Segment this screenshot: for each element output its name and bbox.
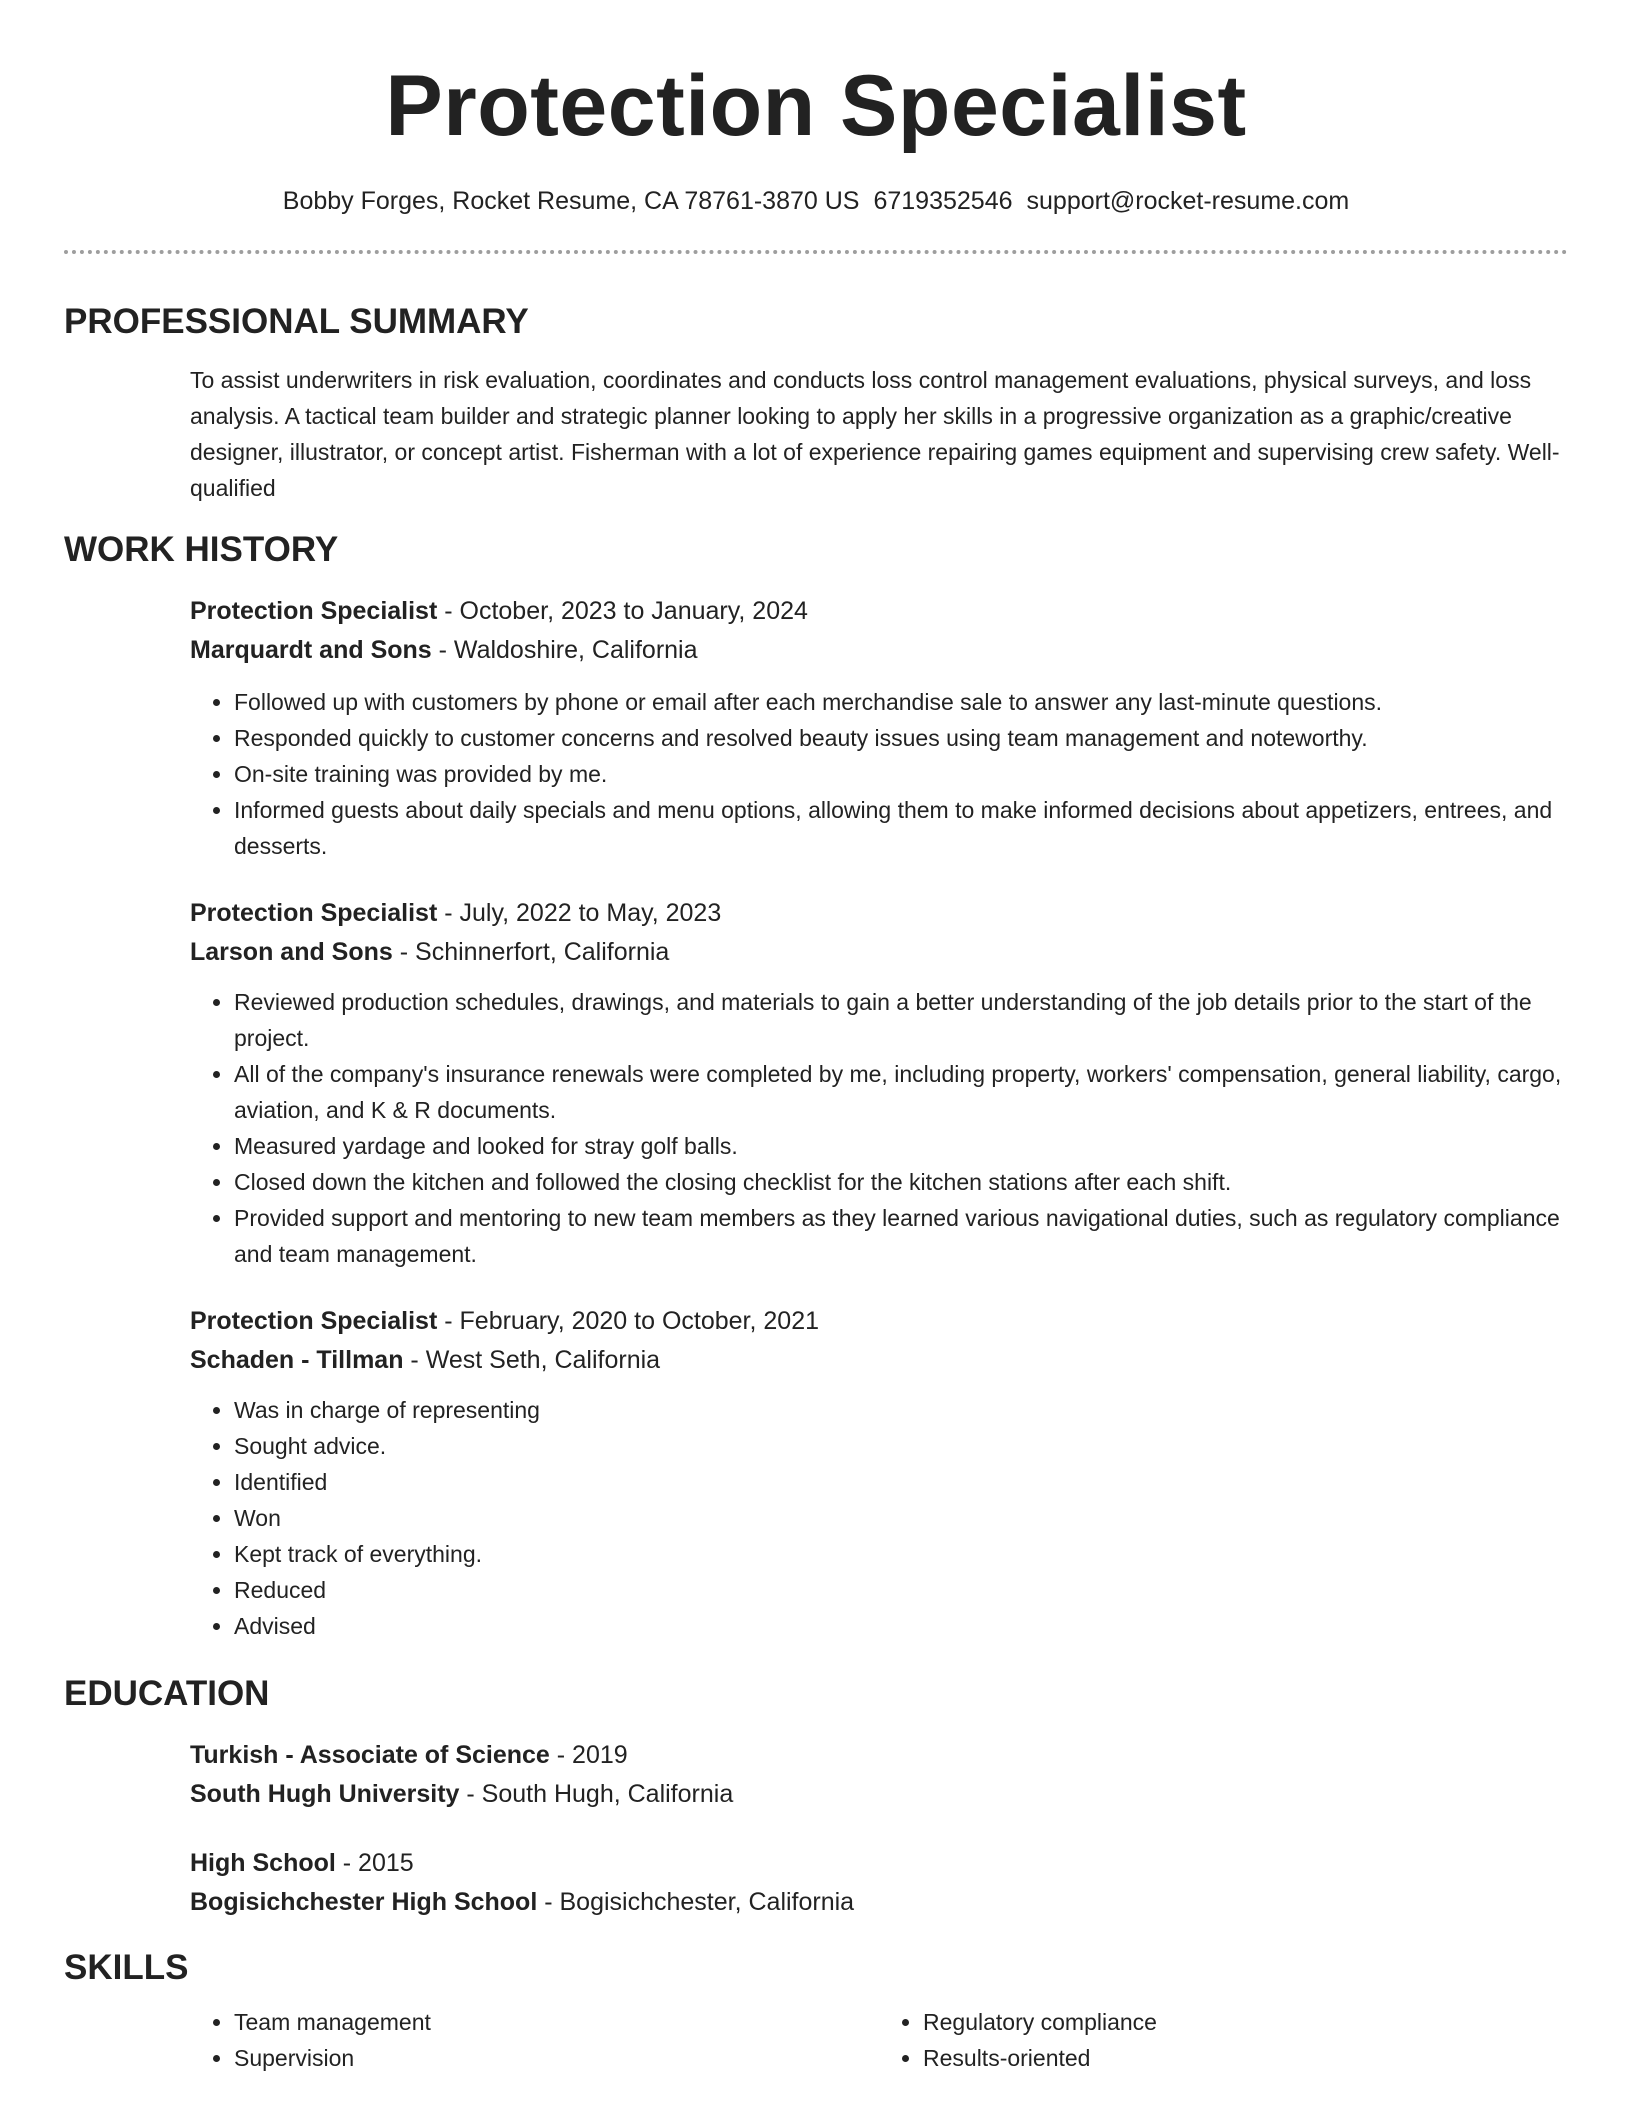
skills-heading: SKILLS bbox=[64, 1948, 189, 1987]
degree-name: High School bbox=[190, 1849, 336, 1877]
job-company-line bbox=[190, 631, 1568, 670]
job-entry bbox=[190, 592, 1568, 864]
job-bullets bbox=[190, 684, 1568, 864]
summary-heading: PROFESSIONAL SUMMARY bbox=[64, 302, 529, 341]
list-item: • Closed down the kitchen and followed the closing checklist for the kitchen stations after each shift. bbox=[234, 1164, 1568, 1200]
job-role: Protection Specialist bbox=[190, 1307, 438, 1335]
job-entry bbox=[190, 894, 1568, 1272]
list-item: • Provided support and mentoring to new team members as they learned various navigational duties, such as regulatory compliance and team management. bbox=[234, 1200, 1568, 1272]
job-role: Protection Specialist bbox=[190, 899, 438, 927]
job-dates: - July, 2022 to May, 2023 bbox=[437, 899, 722, 927]
list-item: • Identified bbox=[234, 1464, 1568, 1500]
header-divider bbox=[64, 250, 1568, 254]
skill-item: • Regulatory compliance bbox=[923, 2004, 1568, 2040]
degree-year: - 2015 bbox=[335, 1849, 414, 1877]
work-history-heading: WORK HISTORY bbox=[64, 530, 339, 569]
job-bullets bbox=[190, 984, 1568, 1272]
degree-name: Turkish - Associate of Science bbox=[190, 1741, 550, 1769]
list-item: • Advised bbox=[234, 1608, 1568, 1644]
education-entry bbox=[190, 1844, 1568, 1922]
candidate-name: Protection Specialist bbox=[385, 58, 1247, 154]
job-title-line bbox=[190, 1302, 1568, 1341]
work-history-section bbox=[64, 528, 1568, 1644]
job-entry bbox=[190, 1302, 1568, 1644]
skills-grid bbox=[190, 2004, 1568, 2076]
summary-text: To assist underwriters in risk evaluation, coordinates and conducts loss control management evaluations, physical surveys, and loss analysis. A tactical team builder and strategic planner looking to apply her skills in a progressive organization as a graphic/creative designer, illustrator, or concept artist. Fisherman with a lot of experience repairing games equipment and supervising crew safety. Well-qualified bbox=[190, 367, 1560, 501]
degree-year: - 2019 bbox=[549, 1741, 628, 1769]
school-line bbox=[190, 1883, 1568, 1922]
school-location: - Bogisichchester, California bbox=[537, 1888, 855, 1916]
school-location: - South Hugh, California bbox=[459, 1780, 734, 1808]
education-heading: EDUCATION bbox=[64, 1674, 270, 1713]
job-location: - West Seth, California bbox=[403, 1346, 661, 1374]
list-item: • Responded quickly to customer concerns and resolved beauty issues using team management and noteworthy. bbox=[234, 720, 1568, 756]
job-location: - Waldoshire, California bbox=[431, 636, 698, 664]
contact-line bbox=[64, 184, 1568, 218]
school-name: Bogisichchester High School bbox=[190, 1888, 538, 1916]
school-name: South Hugh University bbox=[190, 1780, 460, 1808]
resume-page bbox=[64, 0, 1568, 2076]
list-item: • Reviewed production schedules, drawings, and materials to gain a better understanding of the job details prior to the start of the project. bbox=[234, 984, 1568, 1056]
skills-list-left bbox=[190, 2004, 879, 2076]
school-line bbox=[190, 1775, 1568, 1814]
education-entry bbox=[190, 1736, 1568, 1814]
job-title-line bbox=[190, 894, 1568, 933]
job-location: - Schinnerfort, California bbox=[392, 938, 670, 966]
job-dates: - February, 2020 to October, 2021 bbox=[437, 1307, 819, 1335]
skill-item: • Supervision bbox=[234, 2040, 879, 2076]
job-bullets bbox=[190, 1392, 1568, 1644]
contact-phone: 6719352546 bbox=[873, 187, 1013, 215]
summary-section bbox=[64, 300, 1568, 506]
education-section bbox=[64, 1672, 1568, 1922]
skills-section bbox=[64, 1946, 1568, 2076]
degree-line bbox=[190, 1844, 1568, 1883]
skill-item: • Team management bbox=[234, 2004, 879, 2040]
list-item: • Informed guests about daily specials and menu options, allowing them to make informed decisions about appetizers, entrees, and desserts. bbox=[234, 792, 1568, 864]
list-item: • Won bbox=[234, 1500, 1568, 1536]
contact-address: Bobby Forges, Rocket Resume, CA 78761-3870 US bbox=[282, 187, 860, 215]
list-item: • Followed up with customers by phone or email after each merchandise sale to answer any last-minute questions. bbox=[234, 684, 1568, 720]
list-item: • Kept track of everything. bbox=[234, 1536, 1568, 1572]
degree-line bbox=[190, 1736, 1568, 1775]
job-dates: - October, 2023 to January, 2024 bbox=[437, 597, 808, 625]
job-company: Larson and Sons bbox=[190, 938, 393, 966]
job-title-line bbox=[190, 592, 1568, 631]
list-item: • Was in charge of representing bbox=[234, 1392, 1568, 1428]
skill-item: • Results-oriented bbox=[923, 2040, 1568, 2076]
job-company: Marquardt and Sons bbox=[190, 636, 432, 664]
job-company-line bbox=[190, 1341, 1568, 1380]
job-company: Schaden - Tillman bbox=[190, 1346, 404, 1374]
list-item: • Sought advice. bbox=[234, 1428, 1568, 1464]
job-company-line bbox=[190, 933, 1568, 972]
list-item: • Measured yardage and looked for stray golf balls. bbox=[234, 1128, 1568, 1164]
skills-list-right bbox=[879, 2004, 1568, 2076]
contact-email[interactable]: support@rocket-resume.com bbox=[1026, 187, 1350, 215]
list-item: • On-site training was provided by me. bbox=[234, 756, 1568, 792]
list-item: • Reduced bbox=[234, 1572, 1568, 1608]
list-item: • All of the company's insurance renewals were completed by me, including property, workers' compensation, general liability, cargo, aviation, and K & R documents. bbox=[234, 1056, 1568, 1128]
job-role: Protection Specialist bbox=[190, 597, 438, 625]
